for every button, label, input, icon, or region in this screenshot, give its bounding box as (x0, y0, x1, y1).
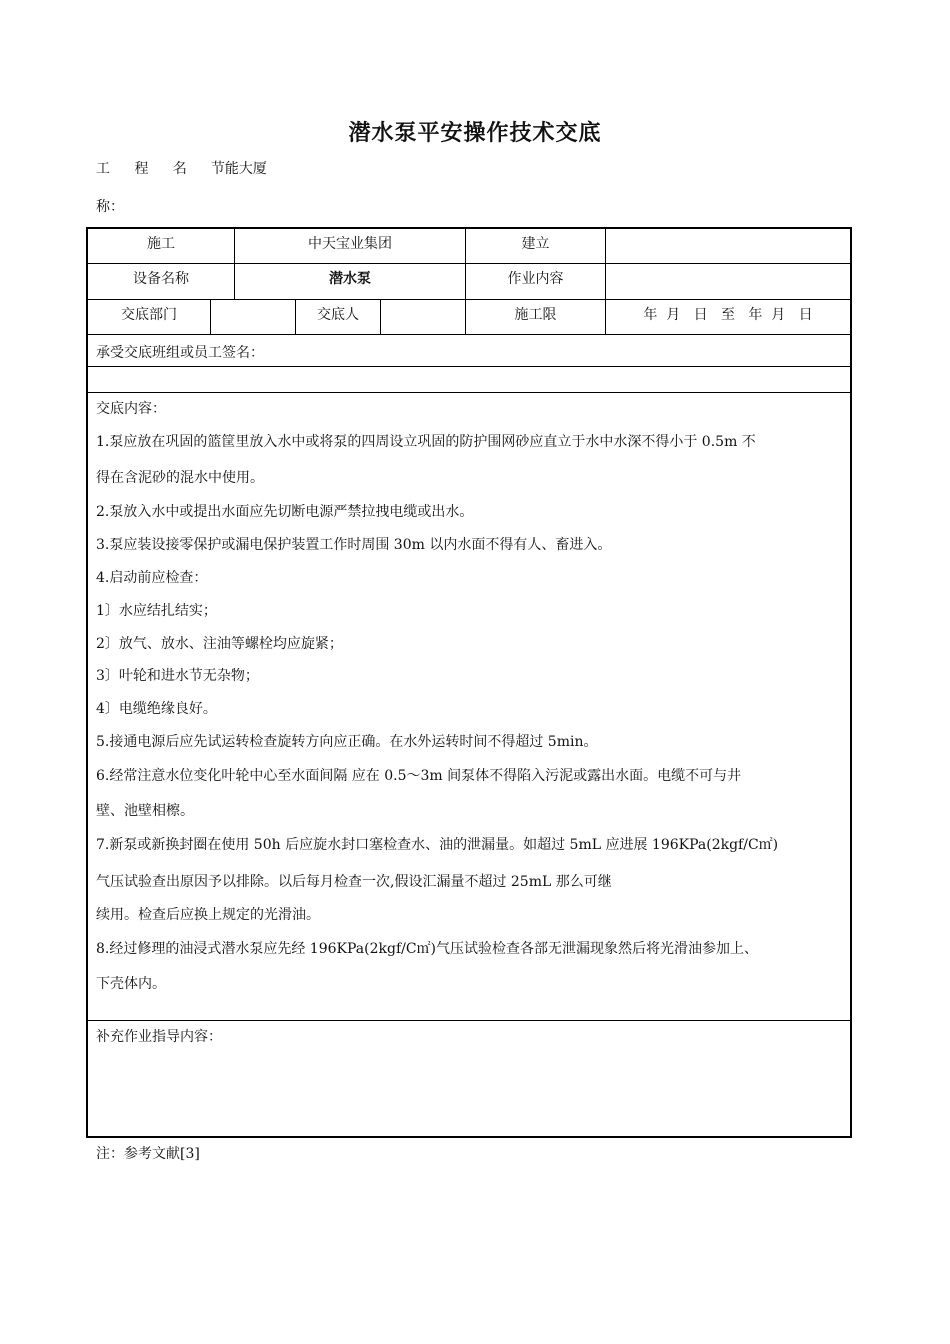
row-divider (87, 299, 851, 300)
content-line: 3.泵应装设接零保护或漏电保护装置工作时周围 30m 以内水面不得有人、畜进入。 (96, 537, 612, 553)
period-label: 施工限 (514, 307, 557, 323)
dept-label: 交底部门 (121, 307, 177, 323)
content-line: 4〕电缆绝缘良好。 (96, 701, 217, 717)
row-divider (87, 334, 851, 335)
content-line: 2.泵放入水中或提出水面应先切断电源严禁拉拽电缆或出水。 (96, 504, 474, 520)
project-name-label-continued: 称： (96, 199, 124, 215)
row-divider (87, 366, 851, 367)
content-line: 下壳体内。 (96, 976, 166, 992)
supplement-label: 补充作业指导内容： (96, 1029, 222, 1045)
period-value: 年 月 日 至 年 月 日 (643, 307, 813, 323)
equipment-value: 潜水泵 (329, 271, 371, 287)
row-divider (87, 263, 851, 264)
content-line: 3〕叶轮和进水节无杂物； (96, 668, 259, 684)
content-line: 7.新泵或新换封圈在使用 50h 后应旋水封口塞检查水、油的泄漏量。如超过 5mL 应进展 196KPa(2kgf/C㎡) (96, 837, 779, 853)
content-line: 壁、池壁相檫。 (96, 803, 194, 819)
content-line: 5.接通电源后应先试运转检查旋转方向应正确。在水外运转时间不得超过 5min。 (96, 734, 598, 750)
row-divider (87, 392, 851, 393)
signature-label: 承受交底班组或员工签名： (96, 345, 264, 361)
content-line: 8.经过修理的油浸式潜水泵应先经 196KPa(2kgf/C㎡)气压试验检查各部无泄漏现象然后将光滑油参加上、 (96, 941, 759, 957)
equipment-label: 设备名称 (133, 271, 189, 287)
col-divider (210, 299, 211, 334)
construction-label: 施工 (147, 236, 175, 252)
document-title: 潜水泵平安操作技术交底 (348, 121, 602, 146)
footnote: 注：参考文献[3] (96, 1146, 200, 1162)
content-line: 1.泵应放在巩固的篮筐里放入水中或将泵的四周设立巩固的防护围网砂应直立于水中水深不得小于 0.5m 不 (96, 434, 756, 450)
content-heading: 交底内容： (96, 401, 166, 417)
row-divider (87, 1020, 851, 1021)
content-line: 续用。检查后应换上规定的光滑油。 (96, 907, 320, 923)
content-line: 2〕放气、放水、注油等螺栓均应旋紧； (96, 636, 343, 652)
col-divider (380, 299, 381, 334)
supervision-label: 建立 (521, 236, 550, 252)
project-name-row (96, 158, 267, 178)
content-line: 1〕水应结扎结实； (96, 603, 217, 619)
person-label: 交底人 (317, 307, 359, 323)
project-name-label: 工 程 名 (96, 161, 197, 177)
content-line: 气压试验查出原因予以排除。以后每月检查一次,假设汇漏量不超过 25mL 那么可继 (96, 874, 612, 890)
construction-value: 中天宝业集团 (308, 236, 392, 252)
content-line: 6.经常注意水位变化叶轮中心至水面间隔 应在 0.5～3m 间泵体不得陷入污泥或露出水面。电缆不可与井 (96, 768, 742, 784)
work-content-label: 作业内容 (507, 271, 564, 287)
content-line: 4.启动前应检查： (96, 570, 208, 586)
content-line: 得在含泥砂的混水中使用。 (96, 470, 264, 486)
project-name-value: 节能大厦 (210, 161, 267, 177)
